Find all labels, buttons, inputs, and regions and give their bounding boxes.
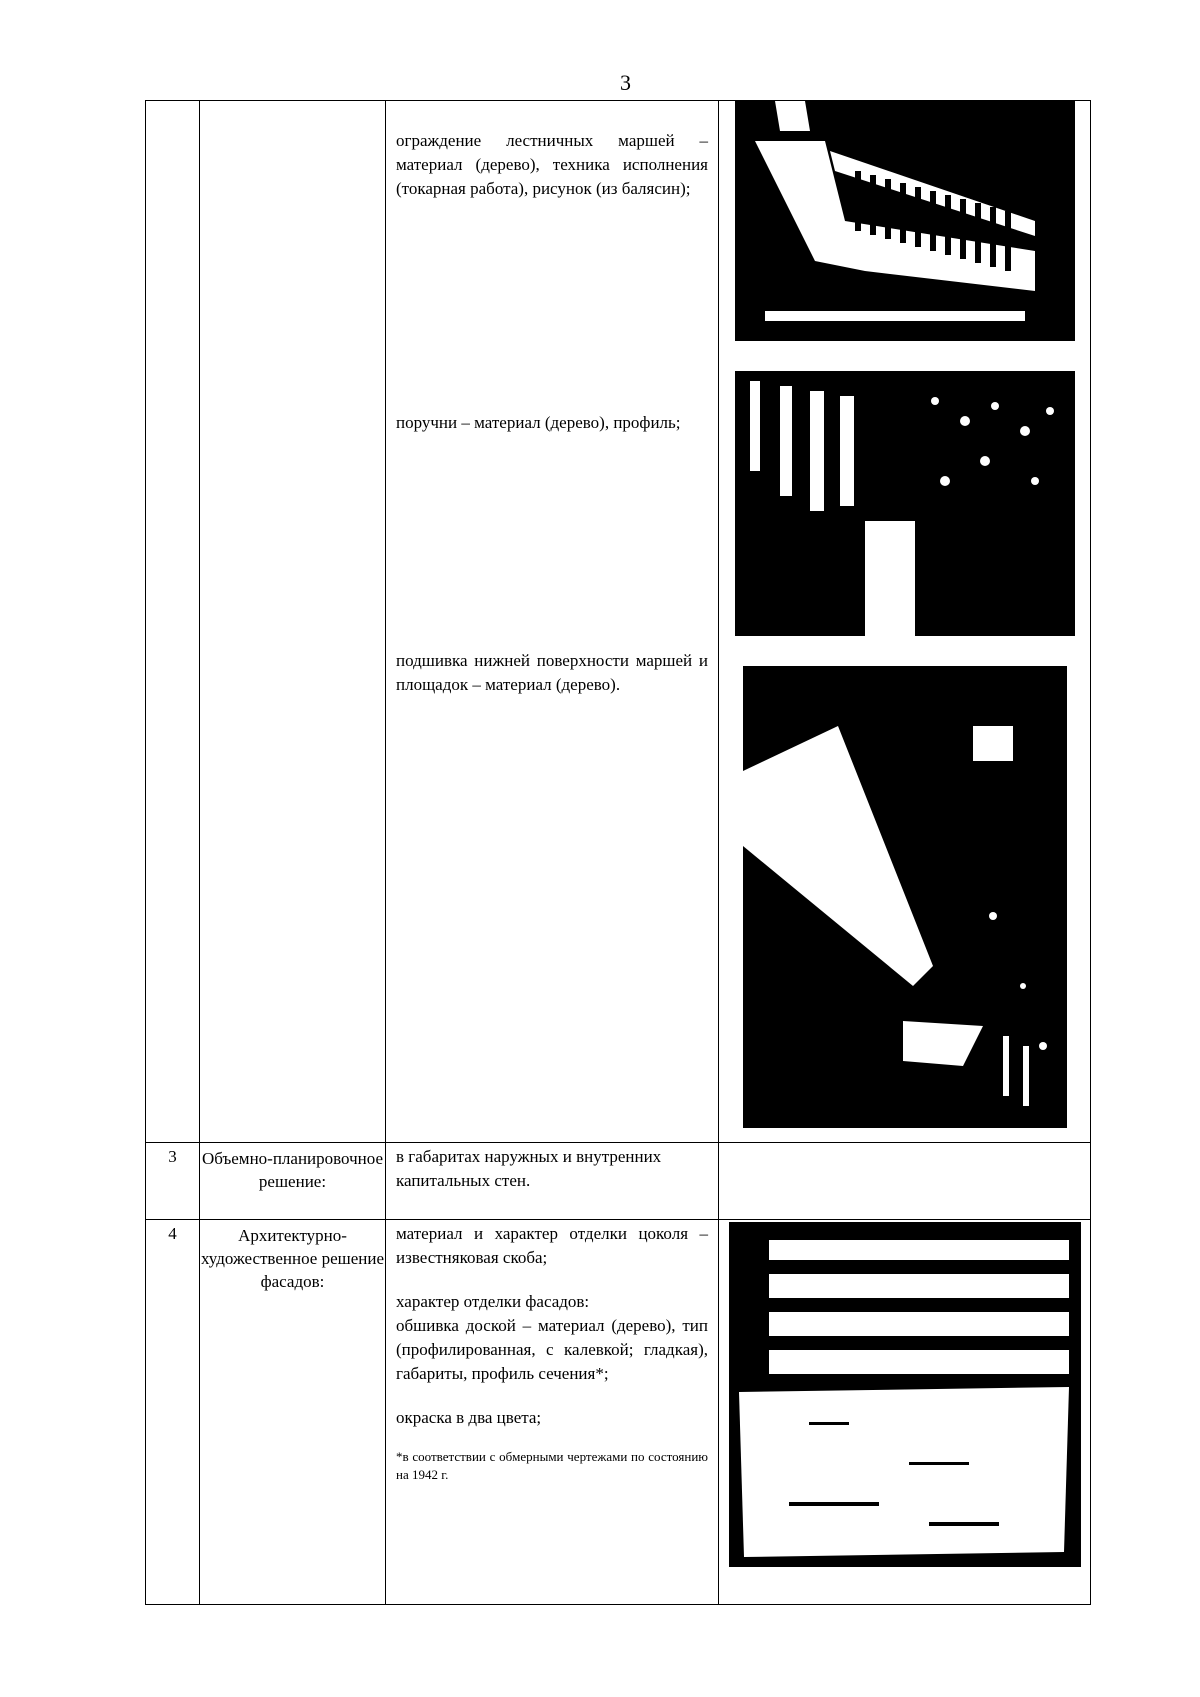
- row-description: [386, 1143, 719, 1220]
- railing-text: ограждение лестничных маршей – материал (дерево), техника исполнения (токарная работа), рисунок (из балясин);: [396, 131, 708, 198]
- plan-text: в габаритах наружных и внутренних капитальных стен.: [396, 1147, 662, 1190]
- table-row: [146, 101, 1091, 1143]
- page-number: 3: [620, 70, 631, 95]
- row-name: [200, 101, 386, 1143]
- railing-photo: [735, 101, 1075, 341]
- soffit-text: подшивка нижней поверхности маршей и площадок – материал (дерево).: [396, 651, 708, 694]
- footnote: *в соответствии с обмерными чертежами по состоянию на 1942 г.: [396, 1449, 708, 1482]
- row-number: 4: [146, 1220, 200, 1605]
- soffit-photo: [743, 666, 1067, 1128]
- row-name: Объемно-планировочное решение:: [200, 1143, 386, 1220]
- table-row: [146, 1143, 1091, 1220]
- facade-photo: [729, 1222, 1081, 1567]
- paint-text: окраска в два цвета;: [396, 1408, 542, 1427]
- row-number: 3: [146, 1143, 200, 1220]
- row-name: Архитектурно-художественное решение фасадов:: [200, 1220, 386, 1605]
- row-description: [386, 1220, 719, 1605]
- handrail-text: поручни – материал (дерево), профиль;: [396, 413, 681, 432]
- row-number: [146, 101, 200, 1143]
- plinth-text: материал и характер отделки цоколя – известняковая скоба;: [396, 1224, 708, 1267]
- heritage-table: [145, 100, 1091, 1605]
- table-row: [146, 1220, 1091, 1605]
- row-description: [386, 101, 719, 1143]
- row-photos: [719, 1220, 1091, 1605]
- row-photos: [719, 1143, 1091, 1220]
- handrail-photo: [735, 371, 1075, 636]
- facade-heading: характер отделки фасадов:: [396, 1292, 590, 1311]
- cladding-text: обшивка доской – материал (дерево), тип (профилированная, с калевкой; гладкая), габариты, профиль сечения*;: [396, 1316, 708, 1383]
- row-photos: [719, 101, 1091, 1143]
